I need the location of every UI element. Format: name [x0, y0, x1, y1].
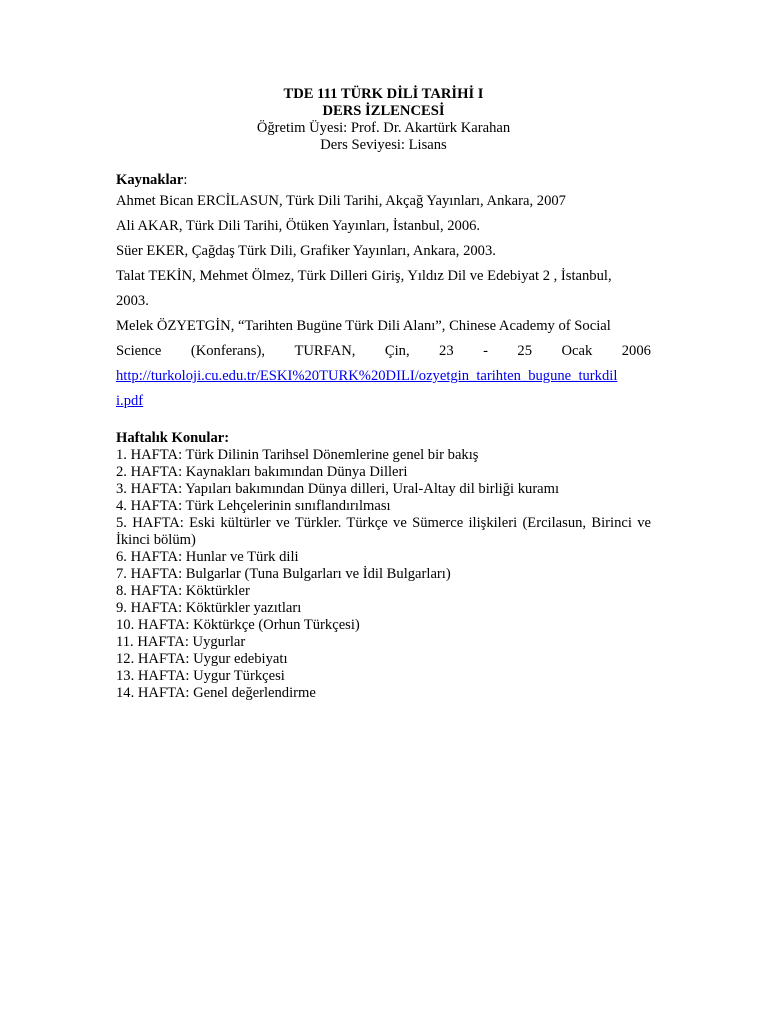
conference-word: Ocak	[561, 343, 593, 359]
topic-item: 5. HAFTA: Eski kültürler ve Türkler. Türkçe ve Sümerce ilişkileri (Ercilasun, Birinci ve İkinci bölüm)	[116, 515, 651, 548]
source-item: Ahmet Bican ERCİLASUN, Türk Dili Tarihi, Akçağ Yayınları, Ankara, 2007	[116, 193, 566, 209]
conference-word: 25	[517, 343, 533, 359]
syllabus-title: DERS İZLENCESİ	[322, 103, 445, 119]
conference-line	[116, 339, 651, 364]
source-item: Ali AKAR, Türk Dili Tarihi, Ötüken Yayınları, İstanbul, 2006.	[116, 218, 481, 234]
source-link-line1[interactable]: http://turkoloji.cu.edu.tr/ESKI%20TURK%20DILI/ozyetgin_tarihten_bugune_turkdil	[116, 368, 618, 384]
weekly-topics-heading: Haftalık Konular:	[116, 430, 230, 446]
topic-item: 12. HAFTA: Uygur edebiyatı	[116, 651, 288, 667]
sources-label: Kaynaklar	[116, 172, 184, 188]
conference-word: 23	[439, 343, 454, 359]
topic-item: 3. HAFTA: Yapıları bakımından Dünya dilleri, Ural-Altay dil birliği kuramı	[116, 481, 560, 497]
topic-item: 11. HAFTA: Uygurlar	[116, 634, 246, 650]
source-item: Melek ÖZYETGİN, “Tarihten Bugüne Türk Dili Alanı”, Chinese Academy of Social	[116, 318, 611, 334]
topic-item: 10. HAFTA: Köktürkçe (Orhun Türkçesi)	[116, 617, 360, 633]
sources-heading	[116, 172, 651, 189]
topic-item: 6. HAFTA: Hunlar ve Türk dili	[116, 549, 299, 565]
conference-word: (Konferans),	[190, 343, 265, 359]
level-line: Ders Seviyesi: Lisans	[320, 137, 447, 153]
course-title: TDE 111 TÜRK DİLİ TARİHİ I	[283, 86, 484, 102]
topic-item: 7. HAFTA: Bulgarlar (Tuna Bulgarları ve İdil Bulgarları)	[116, 566, 451, 582]
topic-item: 2. HAFTA: Kaynakları bakımından Dünya Dilleri	[116, 464, 408, 480]
document-header	[116, 86, 651, 154]
source-item: 2003.	[116, 293, 149, 309]
conference-word: Çin,	[384, 343, 410, 359]
source-link-line2[interactable]: i.pdf	[116, 393, 144, 409]
conference-word: TURFAN,	[294, 343, 356, 359]
topic-item: 8. HAFTA: Köktürkler	[116, 583, 250, 599]
topic-item: 1. HAFTA: Türk Dilinin Tarihsel Dönemlerine genel bir bakış	[116, 447, 479, 463]
document-page	[116, 86, 651, 702]
sources-colon: :	[183, 172, 188, 188]
source-item: Süer EKER, Çağdaş Türk Dili, Grafiker Yayınları, Ankara, 2003.	[116, 243, 496, 259]
instructor-line: Öğretim Üyesi: Prof. Dr. Akartürk Karahan	[256, 120, 511, 136]
weekly-topics-list	[116, 447, 651, 702]
source-item: Talat TEKİN, Mehmet Ölmez, Türk Dilleri Giriş, Yıldız Dil ve Edebiyat 2 , İstanbul,	[116, 268, 612, 284]
topic-item: 13. HAFTA: Uygur Türkçesi	[116, 668, 285, 684]
topic-item: 14. HAFTA: Genel değerlendirme	[116, 685, 316, 701]
conference-word: Science	[116, 343, 162, 359]
sources-list	[116, 189, 651, 414]
topic-item: 4. HAFTA: Türk Lehçelerinin sınıflandırılması	[116, 498, 391, 514]
conference-word: -	[483, 343, 488, 359]
topic-item: 9. HAFTA: Köktürkler yazıtları	[116, 600, 302, 616]
conference-word: 2006	[621, 343, 651, 359]
